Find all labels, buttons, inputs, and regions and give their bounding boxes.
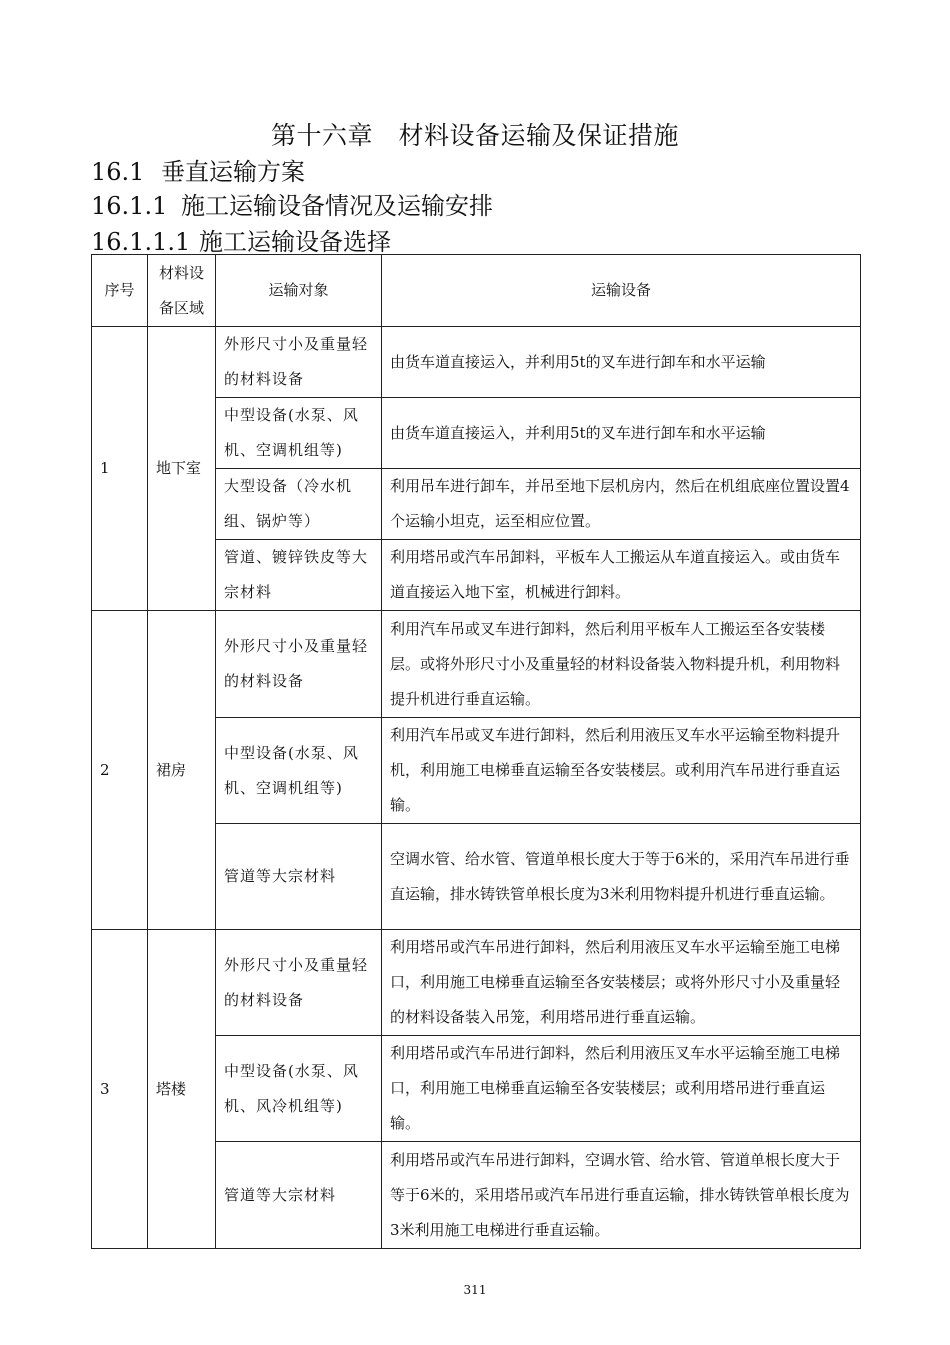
row-object: 管道等大宗材料: [216, 1142, 382, 1249]
header-seq: 序号: [92, 255, 148, 327]
section-heading-16-1-1: [91, 186, 493, 221]
row-equipment: 由货车道直接运入，并利用5t的叉车进行卸车和水平运输: [382, 327, 861, 398]
row-equipment: 利用塔吊或汽车吊进行卸料，然后利用液压叉车水平运输至施工电梯口，利用施工电梯垂直运输至各安装楼层；或利用塔吊进行垂直运输。: [382, 1036, 861, 1142]
row-object: 大型设备（冷水机组、锅炉等）: [216, 469, 382, 540]
row-equipment: 利用塔吊或汽车吊进行卸料，空调水管、给水管、管道单根长度大于等于6米的，采用塔吊或汽车吊进行垂直运输，排水铸铁管单根长度为3米利用施工电梯进行垂直运输。: [382, 1142, 861, 1249]
section-title: 垂直运输方案: [161, 158, 305, 186]
table-row: [92, 611, 861, 718]
header-equipment: 运输设备: [382, 255, 861, 327]
chapter-title: 第十六章 材料设备运输及保证措施: [270, 121, 679, 150]
row-area: 塔楼: [148, 930, 216, 1249]
row-seq: 2: [92, 611, 148, 930]
row-object: 中型设备(水泵、风机、空调机组等): [216, 398, 382, 469]
row-object: 外形尺寸小及重量轻的材料设备: [216, 611, 382, 718]
section-heading-16-1: [91, 152, 305, 187]
table-row: [92, 930, 861, 1036]
row-equipment: 利用汽车吊或叉车进行卸料，然后利用液压叉车水平运输至物料提升机，利用施工电梯垂直运输至各安装楼层。或利用汽车吊进行垂直运输。: [382, 718, 861, 824]
row-equipment: 由货车道直接运入，并利用5t的叉车进行卸车和水平运输: [382, 398, 861, 469]
transport-equipment-table: [91, 254, 861, 1249]
row-seq: 3: [92, 930, 148, 1249]
row-equipment: 空调水管、给水管、管道单根长度大于等于6米的，采用汽车吊进行垂直运输，排水铸铁管单根长度为3米利用物料提升机进行垂直运输。: [382, 824, 861, 930]
section-number: 16.1.1: [91, 192, 168, 220]
section-title: 施工运输设备情况及运输安排: [181, 192, 493, 220]
header-area: 材料设备区域: [148, 255, 216, 327]
section-heading-16-1-1-1: [91, 222, 391, 257]
row-object: 管道等大宗材料: [216, 824, 382, 930]
table-header-row: [92, 255, 861, 327]
row-area: 地下室: [148, 327, 216, 611]
row-object: 管道、镀锌铁皮等大宗材料: [216, 540, 382, 611]
row-seq: 1: [92, 327, 148, 611]
row-equipment: 利用汽车吊或叉车进行卸料，然后利用平板车人工搬运至各安装楼层。或将外形尺寸小及重量轻的材料设备装入物料提升机，利用物料提升机进行垂直运输。: [382, 611, 861, 718]
row-object: 外形尺寸小及重量轻的材料设备: [216, 327, 382, 398]
header-object: 运输对象: [216, 255, 382, 327]
row-object: 中型设备(水泵、风机、风冷机组等): [216, 1036, 382, 1142]
row-equipment: 利用吊车进行卸车，并吊至地下层机房内，然后在机组底座位置设置4个运输小坦克，运至相应位置。: [382, 469, 861, 540]
row-object: 中型设备(水泵、风机、空调机组等): [216, 718, 382, 824]
section-title: 施工运输设备选择: [199, 228, 391, 256]
table-row: [92, 327, 861, 398]
row-equipment: 利用塔吊或汽车吊卸料，平板车人工搬运从车道直接运入。或由货车道直接运入地下室，机械进行卸料。: [382, 540, 861, 611]
section-number: 16.1: [91, 158, 145, 186]
page-number: 311: [463, 1283, 487, 1297]
section-number: 16.1.1.1: [91, 228, 191, 256]
row-equipment: 利用塔吊或汽车吊进行卸料，然后利用液压叉车水平运输至施工电梯口，利用施工电梯垂直运输至各安装楼层；或将外形尺寸小及重量轻的材料设备装入吊笼，利用塔吊进行垂直运输。: [382, 930, 861, 1036]
row-object: 外形尺寸小及重量轻的材料设备: [216, 930, 382, 1036]
row-area: 裙房: [148, 611, 216, 930]
